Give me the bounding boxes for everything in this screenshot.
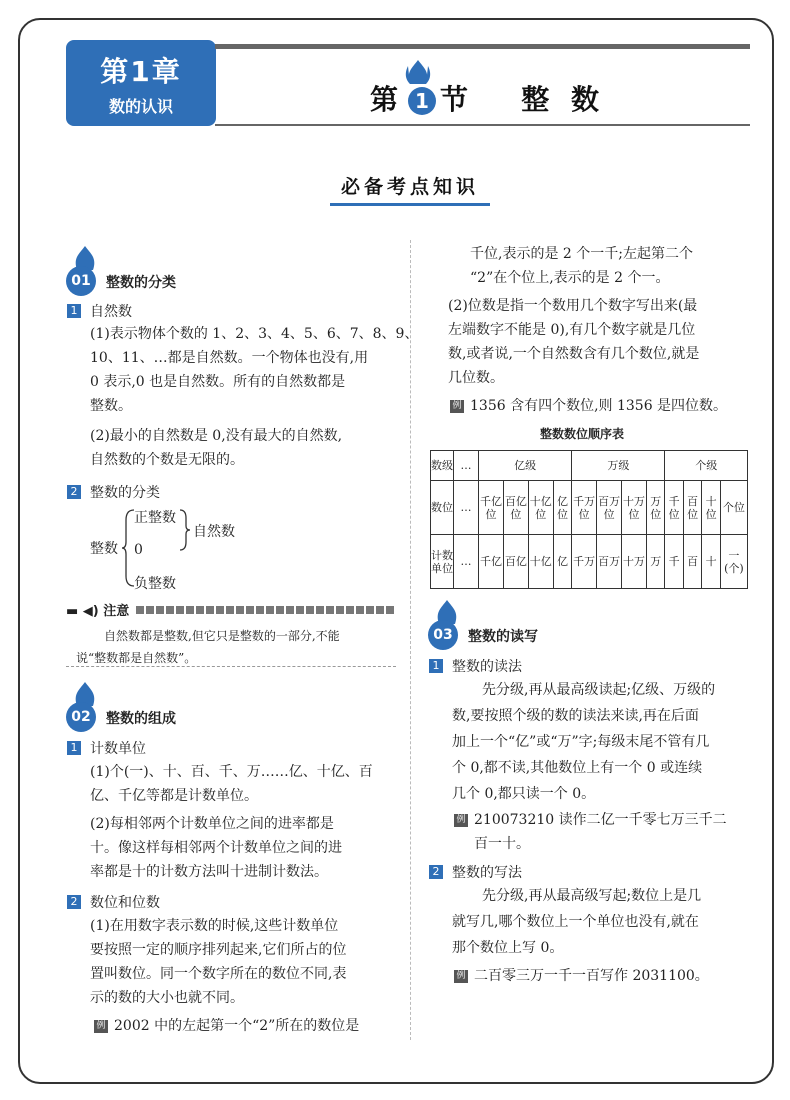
- table-cell: 数级: [431, 451, 454, 481]
- diagram-positive: 正整数: [134, 510, 176, 526]
- table-cell: 十: [702, 535, 720, 589]
- point-title-02: 整数的组成: [106, 711, 176, 727]
- header-rule-top: [215, 44, 750, 49]
- table-cell: 十亿位: [528, 481, 553, 535]
- diagram-zero: 0: [134, 542, 143, 558]
- banner-title: 必备考点知识: [340, 176, 479, 198]
- section-name: 整 数: [521, 83, 606, 116]
- table-cell: 百位: [683, 481, 701, 535]
- table-cell: 千万位: [572, 481, 597, 535]
- table-cell: 千: [665, 535, 683, 589]
- paragraph-line: “2”在个位上,表示的是 2 个一。: [470, 270, 670, 286]
- table-cell: 万位: [646, 481, 664, 535]
- note-line: 自然数都是整数,但它只是整数的一部分,不能: [104, 629, 340, 643]
- table-cell: 千万: [572, 535, 597, 589]
- example-icon: 例: [450, 400, 464, 413]
- subsection-number: 1: [67, 741, 81, 755]
- table-cell: 十万: [622, 535, 647, 589]
- paragraph-line: 个 0,都不读,其他数位上有一个 0 或连续: [452, 760, 703, 776]
- subsection-number: 1: [429, 659, 443, 673]
- chapter-label: 第1章: [100, 55, 182, 88]
- section-prefix: 第: [370, 83, 405, 116]
- subsection-title: 整数的分类: [90, 485, 160, 501]
- note-label: ▬ ◀) 注意: [66, 600, 135, 619]
- header-rule-bottom: [215, 124, 750, 126]
- table-cell: 亿级: [479, 451, 572, 481]
- section-suffix: 节: [440, 83, 475, 116]
- example-line: 百一十。: [474, 836, 530, 852]
- paragraph-line: 先分级,再从最高级写起;数位上是几: [482, 888, 702, 904]
- example-line: 1356 含有四个数位,则 1356 是四位数。: [470, 398, 728, 414]
- paragraph-line: 千位,表示的是 2 个一千;左起第二个: [470, 246, 693, 262]
- table-cell: 百亿: [503, 535, 528, 589]
- subsection-title: 自然数: [90, 304, 132, 320]
- section-title: [370, 78, 605, 118]
- paragraph-line: 几位数。: [448, 370, 504, 386]
- chapter-badge: [66, 40, 216, 126]
- paragraph-line: (2)最小的自然数是 0,没有最大的自然数,: [90, 428, 343, 444]
- paragraph-line: 亿、千亿等都是计数单位。: [90, 788, 258, 804]
- table-cell: 千位: [665, 481, 683, 535]
- diagram-root: 整数: [90, 541, 118, 557]
- table-cell: 亿: [553, 535, 571, 589]
- subsection-number: 1: [67, 304, 81, 318]
- paragraph-line: 数,要按照个级的数的读法来读,再在后面: [452, 708, 699, 724]
- point-badge-02: 02: [66, 702, 96, 732]
- table-cell: 百万: [597, 535, 622, 589]
- table-cell: 个级: [665, 451, 748, 481]
- column-divider: [410, 240, 411, 1040]
- paragraph-line: 数,或者说,一个自然数含有几个数位,就是: [448, 346, 700, 362]
- point-badge-03: 03: [428, 620, 458, 650]
- paragraph-line: 率都是十的计数方法叫十进制计数法。: [90, 864, 328, 880]
- paragraph-line: 置叫数位。同一个数字所在的数位不同,表: [90, 966, 347, 982]
- table-title: 整数数位顺序表: [540, 427, 625, 441]
- paragraph-line: 就写几,哪个数位上一个单位也没有,就在: [452, 914, 699, 930]
- table-cell: 百万位: [597, 481, 622, 535]
- section-number: 1: [408, 87, 436, 115]
- table-cell: …: [454, 481, 479, 535]
- place-value-table: [430, 450, 748, 589]
- table-cell: 千亿: [479, 535, 504, 589]
- example-line: 二百零三万一千一百写作 2031100。: [474, 968, 709, 984]
- paragraph-line: 要按照一定的顺序排列起来,它们所占的位: [90, 942, 347, 958]
- point-title-03: 整数的读写: [468, 629, 538, 645]
- example-line: 210073210 读作二亿一千零七万三千二: [474, 812, 727, 828]
- table-cell: 十亿: [528, 535, 553, 589]
- paragraph-line: (2)每相邻两个计数单位之间的进率都是: [90, 816, 334, 832]
- subsection-title: 整数的读法: [452, 659, 522, 675]
- paragraph-line: 先分级,再从最高级读起;亿级、万级的: [482, 682, 716, 698]
- table-cell: 百亿位: [503, 481, 528, 535]
- subsection-title: 整数的写法: [452, 865, 522, 881]
- subsection-number: 2: [67, 485, 81, 499]
- paragraph-line: 几个 0,都只读一个 0。: [452, 786, 596, 802]
- paragraph-line: 那个数位上写 0。: [452, 940, 564, 956]
- paragraph-line: 0 表示,0 也是自然数。所有的自然数都是: [90, 374, 346, 390]
- example-line: 2002 中的左起第一个“2”所在的数位是: [114, 1018, 360, 1034]
- diagram-negative: 负整数: [134, 576, 176, 592]
- chapter-subtitle: 数的认识: [108, 97, 173, 116]
- subsection-title: 数位和位数: [90, 895, 160, 911]
- table-cell: …: [454, 535, 479, 589]
- table-cell: 千亿位: [479, 481, 504, 535]
- diagram-natural: 自然数: [193, 524, 235, 540]
- table-cell: 十位: [702, 481, 720, 535]
- paragraph-line: 十。像这样每相邻两个计数单位之间的进: [90, 840, 342, 856]
- paragraph-line: (2)位数是指一个数用几个数字写出来(最: [448, 298, 698, 314]
- banner-underline: [330, 203, 490, 206]
- table-cell: 万: [646, 535, 664, 589]
- example-icon: 例: [454, 814, 468, 827]
- right-brace: [180, 508, 192, 552]
- paragraph-line: (1)在用数字表示数的时候,这些计数单位: [90, 918, 339, 934]
- paragraph-line: (1)表示物体个数的 1、2、3、4、5、6、7、8、9、: [90, 326, 419, 342]
- subsection-title: 计数单位: [90, 741, 146, 757]
- subsection-number: 2: [67, 895, 81, 909]
- table-cell: …: [454, 451, 479, 481]
- table-cell: 十万位: [622, 481, 647, 535]
- subsection-number: 2: [429, 865, 443, 879]
- paragraph-line: 自然数的个数是无限的。: [90, 452, 244, 468]
- table-cell: 万级: [572, 451, 665, 481]
- table-cell: 百: [683, 535, 701, 589]
- point-badge-01: 01: [66, 266, 96, 296]
- paragraph-line: 示的数的大小也就不同。: [90, 990, 244, 1006]
- table-cell: 亿位: [553, 481, 571, 535]
- paragraph-line: 10、11、…都是自然数。一个物体也没有,用: [90, 350, 369, 366]
- paragraph-line: (1)个(一)、十、百、千、万……亿、十亿、百: [90, 764, 373, 780]
- point-title-01: 整数的分类: [106, 275, 176, 291]
- example-icon: 例: [94, 1020, 108, 1033]
- paragraph-line: 加上一个“亿”或“万”字;每级末尾不管有几: [452, 734, 710, 750]
- note-label-text: 注意: [103, 604, 130, 619]
- table-cell: 数位: [431, 481, 454, 535]
- example-icon: 例: [454, 970, 468, 983]
- table-cell: 个位: [720, 481, 747, 535]
- table-cell: 一(个): [720, 535, 747, 589]
- paragraph-line: 整数。: [90, 398, 132, 414]
- note-line: 说“整数都是自然数”。: [76, 651, 197, 665]
- table-cell: 计数单位: [431, 535, 454, 589]
- paragraph-line: 左端数字不能是 0),有几个数字就是几位: [448, 322, 696, 338]
